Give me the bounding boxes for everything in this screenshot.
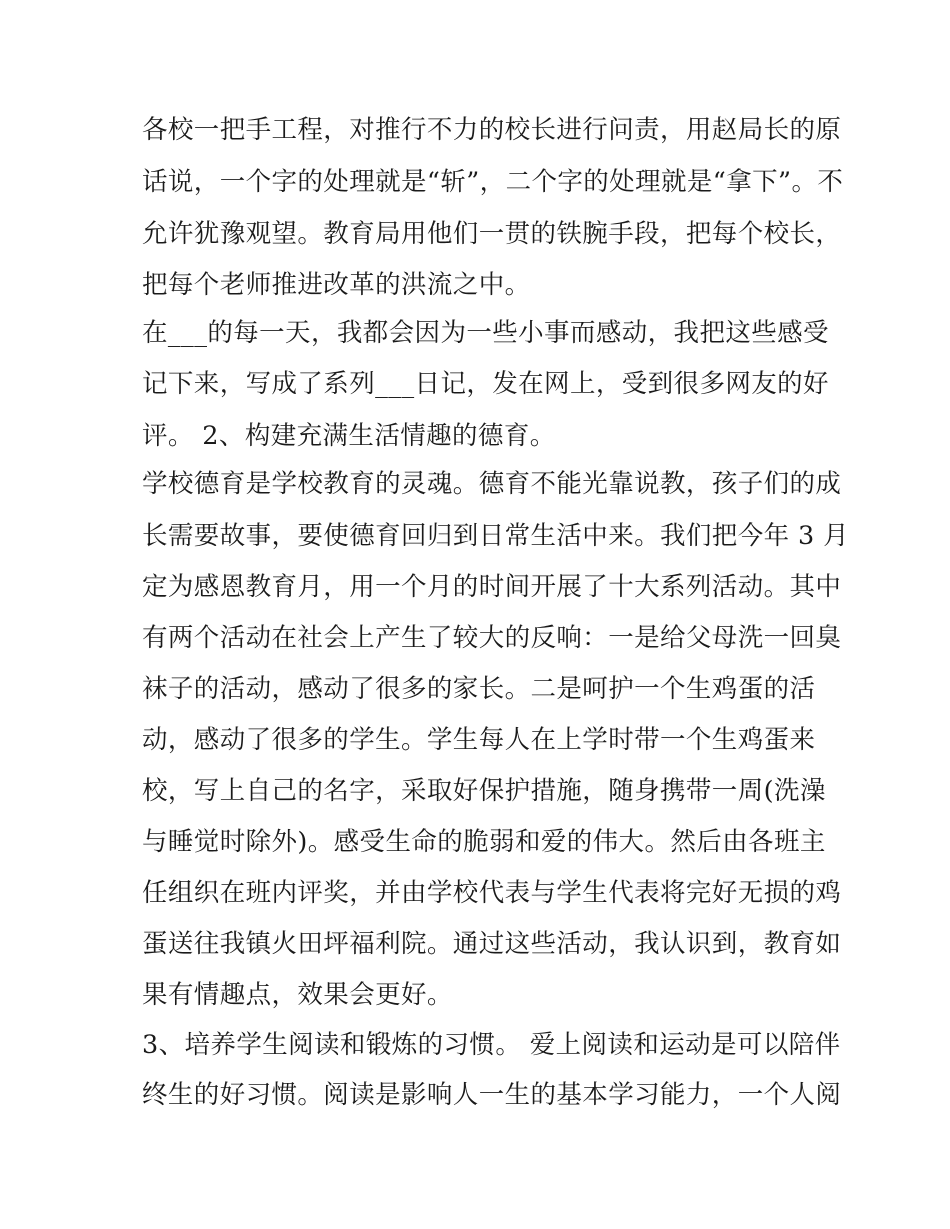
text-line: 学校德育是学校教育的灵魂。德育不能光靠说教，孩子们的成 (142, 469, 842, 499)
text-line: 与睡觉时除外)。感受生命的脆弱和爱的伟大。然后由各班主 (142, 827, 826, 857)
text-line: 蛋送往我镇火田坪福利院。通过这些活动，我认识到，教育如 (142, 929, 842, 959)
text-line: 动，感动了很多的学生。学生每人在上学时带一个生鸡蛋来 (142, 725, 816, 755)
text-line: 在___的每一天，我都会因为一些小事而感动，我把这些感受 (142, 318, 829, 348)
text-line: 把每个老师推进改革的洪流之中。 (142, 270, 531, 300)
text-line: 话说，一个字的处理就是“斩”，二个字的处理就是“拿下”。不 (142, 167, 844, 197)
text-line: 记下来，写成了系列___日记，发在网上，受到很多网友的好 (142, 369, 829, 399)
text-line: 长需要故事，要使德育回归到日常生活中来。我们把今年 3 月 (142, 521, 850, 551)
text-line: 有两个活动在社会上产生了较大的反响：一是给父母洗一回臭 (142, 623, 842, 653)
text-line: 果有情趣点，效果会更好。 (142, 980, 453, 1010)
text-line: 袜子的活动，感动了很多的家长。二是呵护一个生鸡蛋的活 (142, 674, 816, 704)
text-line: 校，写上自己的名字，采取好保护措施，随身携带一周(洗澡 (142, 776, 826, 806)
text-line: 终生的好习惯。阅读是影响人一生的基本学习能力，一个人阅 (142, 1080, 842, 1110)
text-line: 任组织在班内评奖，并由学校代表与学生代表将完好无损的鸡 (142, 878, 842, 908)
text-line: 3、培养学生阅读和锻炼的习惯。 爱上阅读和运动是可以陪伴 (142, 1030, 841, 1060)
text-line: 各校一把手工程，对推行不力的校长进行问责，用赵局长的原 (142, 115, 842, 145)
text-line: 评。 2、构建充满生活情趣的德育。 (142, 421, 556, 451)
text-line: 定为感恩教育月，用一个月的时间开展了十大系列活动。其中 (142, 572, 842, 602)
text-line: 允许犹豫观望。教育局用他们一贯的铁腕手段，把每个校长， (142, 219, 842, 249)
